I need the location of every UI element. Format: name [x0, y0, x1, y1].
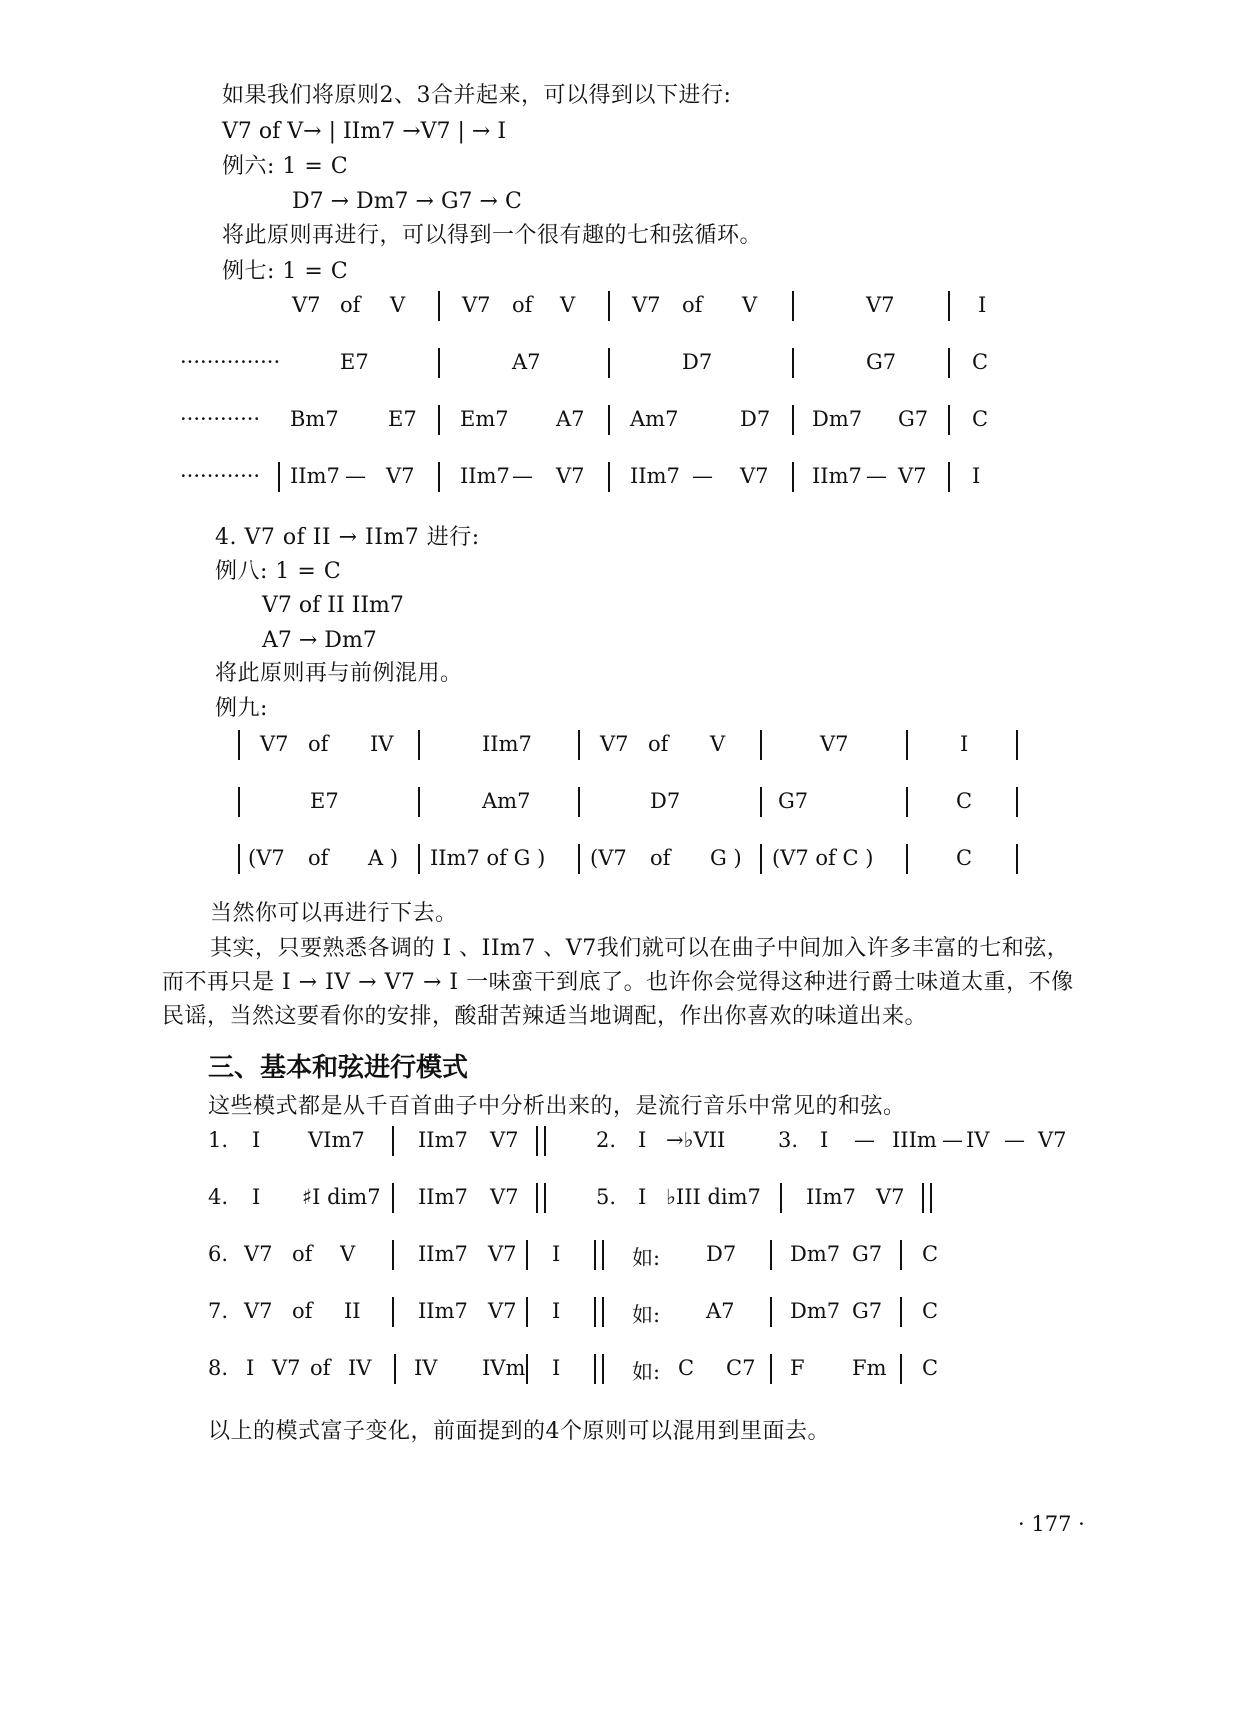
outro-text: 以上的模式富子变化，前面提到的4个原则可以混用到里面去。	[208, 1419, 830, 1444]
chord: I	[252, 1185, 261, 1209]
chord: A7	[556, 407, 585, 431]
example-6-progression: D7 → Dm7 → G7 → C	[292, 189, 522, 214]
double-barline	[594, 1354, 604, 1384]
chord: C	[956, 789, 973, 813]
barline	[770, 1297, 772, 1327]
example-7-row-3	[0, 407, 1247, 437]
example-8-line-1: V7 of II IIm7	[262, 593, 404, 618]
chord: IIm7	[418, 1185, 468, 1209]
chord: Am7	[482, 789, 531, 813]
chord: V	[340, 1242, 356, 1266]
barline	[780, 1183, 782, 1213]
barline	[608, 348, 610, 378]
chord: E7	[310, 789, 339, 813]
loop-text: 将此原则再进行，可以得到一个很有趣的七和弦循环。	[222, 223, 763, 248]
chord: of	[512, 293, 533, 317]
chord: C7	[726, 1356, 756, 1380]
dots: ···············	[180, 350, 281, 374]
chord: V	[710, 732, 726, 756]
chord: V7	[490, 1128, 519, 1152]
barline	[792, 462, 794, 492]
chord: D7	[682, 350, 713, 374]
barline	[608, 291, 610, 321]
chord: II	[344, 1299, 361, 1323]
example-7-row-1	[0, 293, 1247, 323]
barline	[392, 1183, 394, 1213]
chord: C	[678, 1356, 695, 1380]
chord: (V7	[590, 846, 627, 870]
barline	[792, 405, 794, 435]
dash: —	[1004, 1128, 1025, 1152]
example-9-label: 例九:	[215, 696, 268, 721]
chord: V	[390, 293, 406, 317]
chord: I	[820, 1128, 829, 1152]
chord: E7	[340, 350, 369, 374]
barline	[770, 1240, 772, 1270]
chord: Dm7	[790, 1299, 841, 1323]
chord: V7	[1038, 1128, 1067, 1152]
chord: D7	[650, 789, 681, 813]
barline	[278, 462, 280, 492]
chord: IIm7	[482, 732, 532, 756]
double-barline	[594, 1240, 604, 1270]
chord: I	[978, 293, 987, 317]
barline	[238, 730, 240, 760]
chord: IVm	[482, 1356, 526, 1380]
chord: IIm7	[630, 464, 680, 488]
double-barline	[536, 1126, 546, 1156]
paragraph-line-2: 而不再只是 I → IV → V7 → I 一味蛮干到底了。也许你会觉得这种进行爵士味道太重，不像	[162, 970, 1074, 995]
paragraph-line-3: 民谣，当然这要看你的安排，酸甜苦辣适当地调配，作出你喜欢的味道出来。	[162, 1004, 928, 1029]
chord: VIm7	[308, 1128, 365, 1152]
formula-1: V7 of V→ | IIm7 →V7 | → I	[222, 119, 507, 144]
chord: IV	[414, 1356, 438, 1380]
mode-number: 6.	[208, 1242, 229, 1266]
chord: of	[648, 732, 669, 756]
barline	[770, 1354, 772, 1384]
double-barline	[922, 1183, 932, 1213]
chord: E7	[388, 407, 417, 431]
barline	[418, 730, 420, 760]
mode-number: 1.	[208, 1128, 229, 1152]
barline	[906, 730, 908, 760]
chord: Dm7	[812, 407, 863, 431]
example-label: 如:	[632, 1246, 661, 1270]
barline	[900, 1240, 902, 1270]
example-8-label: 例八: 1 = C	[215, 559, 342, 584]
example-9-row-3	[0, 846, 1247, 876]
chord: C	[922, 1356, 939, 1380]
barline	[392, 1240, 394, 1270]
barline	[792, 348, 794, 378]
chord: G7	[852, 1299, 883, 1323]
chord: C	[972, 350, 989, 374]
barline	[608, 462, 610, 492]
dash: —	[854, 1128, 875, 1152]
barline	[526, 1297, 528, 1327]
chord: V7	[898, 464, 927, 488]
chord: A7	[512, 350, 541, 374]
barline	[608, 405, 610, 435]
chord: IIm7	[460, 464, 510, 488]
barline	[578, 787, 580, 817]
mode-row-5	[0, 1356, 1247, 1386]
chord: →♭VII	[666, 1128, 726, 1152]
barline	[906, 787, 908, 817]
example-label: 如:	[632, 1360, 661, 1384]
chord: I	[552, 1356, 561, 1380]
barline	[438, 291, 440, 321]
chord: Fm	[852, 1356, 887, 1380]
paragraph-line-1: 其实，只要熟悉各调的 I 、IIm7 、V7我们就可以在曲子中间加入许多丰富的七和弦，	[210, 936, 1070, 961]
chord: V7	[488, 1242, 517, 1266]
chord: A )	[368, 846, 399, 870]
chord: IIm7	[418, 1128, 468, 1152]
mode-row-4	[0, 1299, 1247, 1329]
chord: I	[960, 732, 969, 756]
chord: Am7	[630, 407, 679, 431]
chord: Bm7	[290, 407, 339, 431]
chord: V7	[488, 1299, 517, 1323]
chord: of	[650, 846, 671, 870]
chord: V7	[866, 293, 895, 317]
chord: Dm7	[790, 1242, 841, 1266]
chord: IIIm	[892, 1128, 937, 1152]
example-7-row-4	[0, 464, 1247, 494]
chord: G )	[710, 846, 742, 870]
barline	[438, 462, 440, 492]
chord: V7	[462, 293, 491, 317]
mode-row-1	[0, 1128, 1247, 1158]
chord: ♭III dim7	[666, 1185, 761, 1209]
barline	[1016, 787, 1018, 817]
barline	[578, 730, 580, 760]
dash: —	[512, 464, 533, 488]
chord: D7	[706, 1242, 737, 1266]
barline	[948, 405, 950, 435]
chord: I	[246, 1356, 255, 1380]
chord: V7	[876, 1185, 905, 1209]
example-6-label: 例六: 1 = C	[222, 154, 349, 179]
barline	[526, 1354, 528, 1384]
example-label: 如:	[632, 1303, 661, 1327]
barline	[900, 1354, 902, 1384]
rule-4-heading: 4. V7 of II → IIm7 进行:	[215, 525, 480, 550]
barline	[760, 844, 762, 874]
barline	[418, 787, 420, 817]
chord: G7	[852, 1242, 883, 1266]
example-7-row-2	[0, 350, 1247, 380]
chord: Em7	[460, 407, 509, 431]
barline	[438, 405, 440, 435]
dash: —	[692, 464, 713, 488]
chord: of	[308, 732, 329, 756]
barline	[1016, 730, 1018, 760]
barline	[900, 1297, 902, 1327]
chord: F	[790, 1356, 805, 1380]
mode-number: 7.	[208, 1299, 229, 1323]
chord: C	[956, 846, 973, 870]
mode-number: 3.	[778, 1128, 799, 1152]
chord: I	[638, 1185, 647, 1209]
barline	[526, 1240, 528, 1270]
chord: I	[552, 1242, 561, 1266]
chord: IIm7 of G )	[430, 846, 546, 870]
double-barline	[536, 1183, 546, 1213]
chord: V7	[490, 1185, 519, 1209]
barline	[760, 787, 762, 817]
double-barline	[594, 1297, 604, 1327]
chord: (V7	[248, 846, 285, 870]
chord: V7	[740, 464, 769, 488]
chord: V7	[600, 732, 629, 756]
chord: I	[972, 464, 981, 488]
chord: C	[972, 407, 989, 431]
chord: of	[340, 293, 361, 317]
mode-number: 8.	[208, 1356, 229, 1380]
barline	[760, 730, 762, 760]
mode-row-3	[0, 1242, 1247, 1272]
intro-text: 如果我们将原则2、3合并起来，可以得到以下进行:	[222, 83, 732, 108]
mode-number: 4.	[208, 1185, 229, 1209]
chord: V7	[272, 1356, 301, 1380]
dash: —	[942, 1128, 963, 1152]
chord: I	[252, 1128, 261, 1152]
chord: IV	[370, 732, 394, 756]
barline	[238, 787, 240, 817]
dash: —	[345, 464, 366, 488]
barline	[792, 291, 794, 321]
chord: G7	[866, 350, 897, 374]
mix-text: 将此原则再与前例混用。	[215, 661, 463, 686]
barline	[1016, 844, 1018, 874]
chord: (V7 of C )	[772, 846, 874, 870]
chord: of	[292, 1299, 313, 1323]
chord: of	[292, 1242, 313, 1266]
chord: V	[742, 293, 758, 317]
mode-number: 5.	[596, 1185, 617, 1209]
chord: of	[310, 1356, 331, 1380]
chord: ♯I dim7	[302, 1185, 381, 1209]
barline	[392, 1126, 394, 1156]
chord: I	[552, 1299, 561, 1323]
mode-number: 2.	[596, 1128, 617, 1152]
chord: IIm7	[418, 1299, 468, 1323]
chord: A7	[706, 1299, 735, 1323]
chord: C	[922, 1242, 939, 1266]
dots: ············	[180, 407, 261, 431]
barline	[948, 291, 950, 321]
page-number: · 177 ·	[1018, 1512, 1085, 1536]
barline	[418, 844, 420, 874]
chord: IIm7	[812, 464, 862, 488]
barline	[906, 844, 908, 874]
continue-text: 当然你可以再进行下去。	[210, 901, 458, 926]
chord: V7	[244, 1242, 273, 1266]
chord: G7	[898, 407, 929, 431]
example-9-row-1	[0, 732, 1247, 762]
chord: G7	[778, 789, 809, 813]
chord: V	[560, 293, 576, 317]
chord: V7	[260, 732, 289, 756]
chord: V7	[632, 293, 661, 317]
chord: of	[308, 846, 329, 870]
chord: of	[682, 293, 703, 317]
barline	[948, 462, 950, 492]
barline	[948, 348, 950, 378]
chord: V7	[292, 293, 321, 317]
dots: ············	[180, 464, 261, 488]
barline	[238, 844, 240, 874]
chord: C	[922, 1299, 939, 1323]
chord: IIm7	[806, 1185, 856, 1209]
barline	[394, 1354, 396, 1384]
example-8-line-2: A7 → Dm7	[262, 628, 377, 653]
section-title: 三、基本和弦进行模式	[208, 1053, 469, 1083]
chord: IV	[348, 1356, 372, 1380]
chord: V7	[820, 732, 849, 756]
mode-row-2	[0, 1185, 1247, 1215]
chord: IIm7	[290, 464, 340, 488]
example-7-label: 例七: 1 = C	[222, 259, 349, 284]
barline	[578, 844, 580, 874]
example-9-row-2	[0, 789, 1247, 819]
chord: V7	[244, 1299, 273, 1323]
barline	[438, 348, 440, 378]
chord: D7	[740, 407, 771, 431]
chord: IV	[966, 1128, 990, 1152]
chord: V7	[556, 464, 585, 488]
chord: V7	[386, 464, 415, 488]
chord: IIm7	[418, 1242, 468, 1266]
chord: I	[638, 1128, 647, 1152]
dash: —	[866, 464, 887, 488]
barline	[392, 1297, 394, 1327]
section-intro: 这些模式都是从千百首曲子中分析出来的，是流行音乐中常见的和弦。	[208, 1094, 906, 1119]
